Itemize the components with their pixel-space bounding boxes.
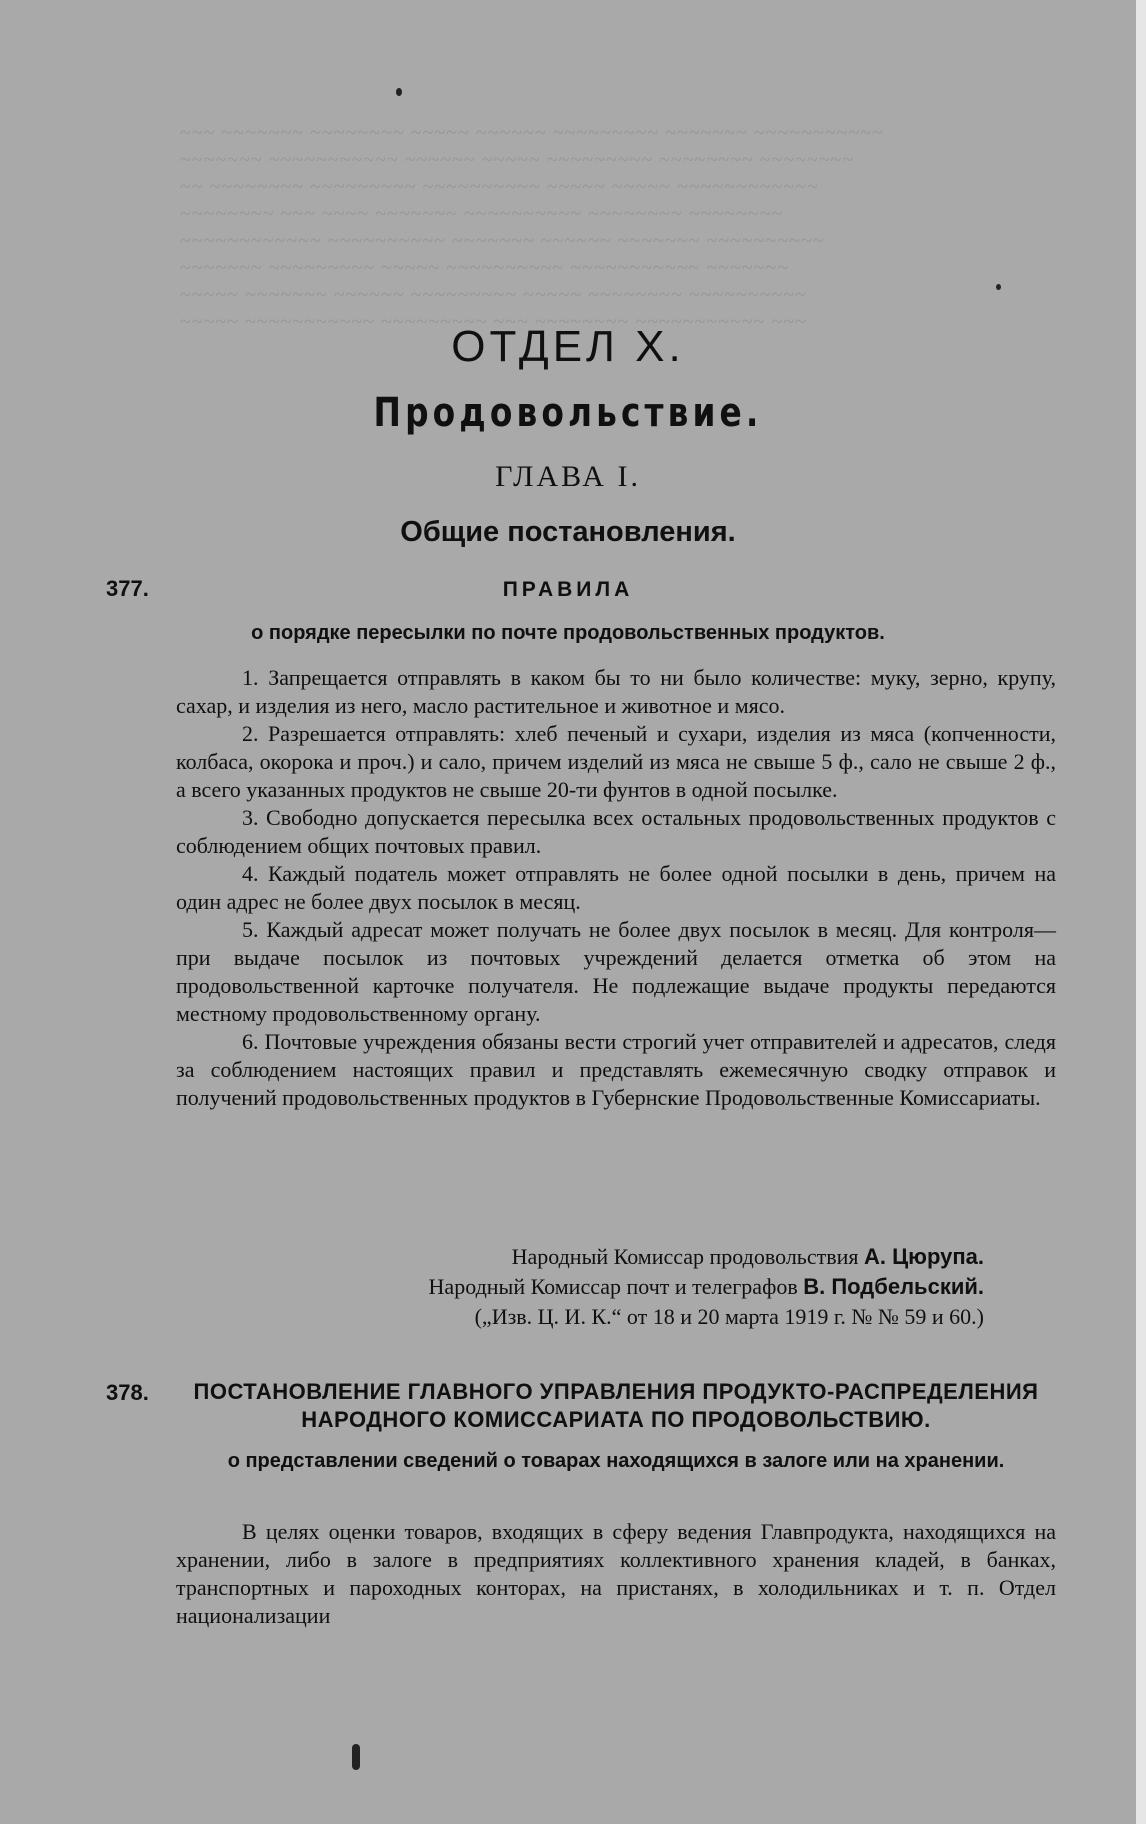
resolution-title [176,1378,1056,1434]
rules-body [176,664,1056,1112]
signature-name: В. Подбельский. [803,1274,984,1299]
rule-paragraph: 1. Запрещается отправлять в каком бы то ни было количестве: муку, зерно, крупу, сахар, и изделия из него, масло растительное и животное и мясо. [176,665,1056,718]
resolution-paragraph: В целях оценки товаров, входящих в сферу ведения Главпродукта, находящихся на хранении, либо в залоге в предприятиях коллективного хранения кладей, в банках, транспортных и пароходных конторах, на пристанях, в холодильниках и т. п. Отдел национализации [176,1519,1056,1628]
signature-line [176,1242,984,1272]
signature-line [176,1272,984,1302]
rule-paragraph: 4. Каждый податель может отправлять не более одной посылки в день, причем на один адрес не более двух посылок в месяц. [176,861,1056,914]
speck-mark [996,284,1001,290]
chapter-heading: Общие постановления. [400,516,736,548]
chapter-title: ГЛАВА I. [495,460,641,493]
speck-mark [352,1744,360,1770]
signature-role: Народный Комиссар продовольствия [511,1244,859,1269]
rule-paragraph: 2. Разрешается отправлять: хлеб печеный и сухари, изделия из мяса (копченности, колбаса, окорока и проч.) и сало, причем изделий из мяса не свыше 5 ф., сало не свыше 2 ф., а всего указанных продуктов не свыше 20-ти фунтов в одной посылке. [176,721,1056,802]
section-subtitle: Продовольствие. [373,390,763,436]
resolution-subtitle: о представлении сведений о товарах находящихся в залоге или на хранении. [227,1450,1005,1472]
document-number-378: 378. [106,1380,149,1405]
page-edge [1136,0,1146,1824]
signature-name: А. Цюрупа. [864,1244,984,1269]
resolution-title-line: ПОСТАНОВЛЕНИЕ ГЛАВНОГО УПРАВЛЕНИЯ ПРОДУКТО-РАСПРЕДЕЛЕНИЯ [193,1379,1039,1404]
resolution-title-line: НАРОДНОГО КОМИССАРИАТА ПО ПРОДОВОЛЬСТВИЮ. [301,1407,931,1432]
speck-mark [396,88,402,96]
reverse-side-bleed-through: ~~~ ~~~~~~~ ~~~~~~~~ ~~~~~ ~~~~~~ ~~~~~~~~~ ~~~~~~~ ~~~~~~~~~~~ ~~~~~~~ ~~~~~~~~~~~ ~~~~~~ ~~~~~ ~~~~~~~~~ ~~~~~~~~ ~~~~~~~~ ~~ ~~~~~~~~ ~~~~~~~~~ ~~~~~~~~~~ ~~~~~ ~~~~~ ~~~~~~~~~~~~ ~~~~~~~~ ~~~ ~~~~ ~~~~~~~ ~~~~~~~~~~ ~~~~~~~~ ~~~~~~~~ ~~~~~~~~~~~~ ~~~~~~~~~~ ~~~~~~~ ~~~~~~ ~~~~~~~ ~~~~~~~~~~ ~~~~~~~ ~~~~~~~~~ ~~~~~ ~~~~~~~~~~ ~~~~~~~~~~~ ~~~~~~~ ~~~~~ ~~~~~~~ ~~~~~~ ~~~~~~~~~ ~~~~~ ~~~~~~~~ ~~~~~~~~~~ ~~~~~ ~~~~~~~~~~~ ~~~~~~~~~ ~~~ ~~~~~~~~ ~~~~~~~~~~~ ~~~ [180,122,884,333]
rule-paragraph: 3. Свободно допускается пересылка всех остальных продовольственных продуктов с соблюдением общих почтовых правил. [176,805,1056,858]
rule-paragraph: 5. Каждый адресат может получать не более двух посылок в месяц. Для контроля—при выдаче посылок из почтовых учреждений делается отметка об этом на продовольственной карточке получателя. Не подлежащие выдаче продукты передаются местному продовольственному органу. [176,917,1056,1026]
section-title: ОТДЕЛ X. [451,322,685,371]
rule-paragraph: 6. Почтовые учреждения обязаны вести строгий учет отправителей и адресатов, следя за соблюдением настоящих правил и представлять ежемесячную сводку отправок и получений продовольственных продуктов в Губернские Продовольственные Комиссариаты. [176,1029,1056,1110]
rules-title: ПРАВИЛА [502,578,634,601]
resolution-body [176,1518,1056,1630]
publication-source: („Изв. Ц. И. К.“ от 18 и 20 марта 1919 г. № № 59 и 60.) [474,1304,984,1329]
document-number-377: 377. [106,576,149,601]
rules-subtitle: о порядке пересылки по почте продовольственных продуктов. [251,622,885,644]
signature-role: Народный Комиссар почт и телеграфов [428,1274,798,1299]
signatures [176,1242,984,1332]
